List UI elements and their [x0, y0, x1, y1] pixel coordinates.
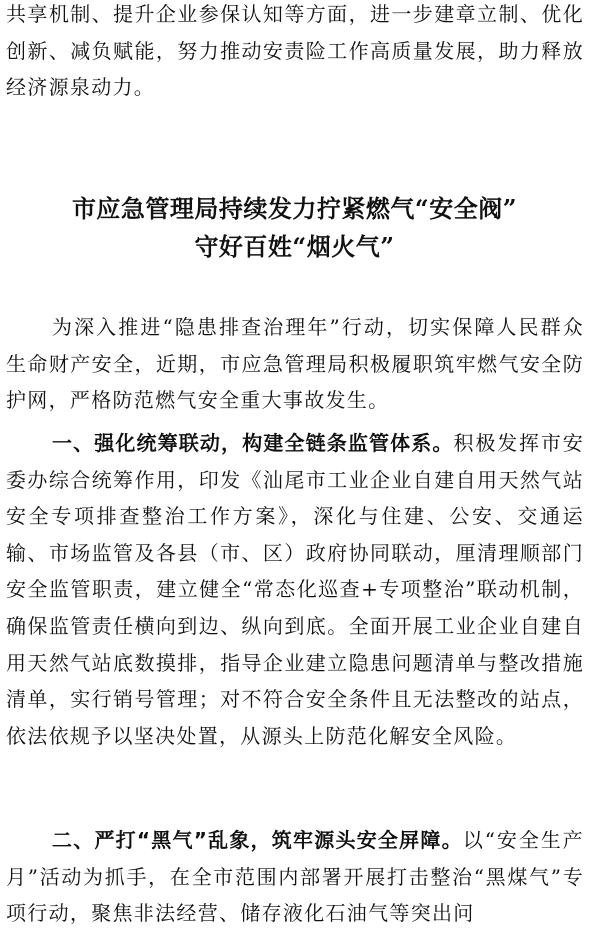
section-1-heading: 一、强化统筹联动，构建全链条监管体系。 [52, 431, 454, 455]
section-2-body: 以“安全生产月”活动为抓手，在全市范围内部署开展打击整治“黑煤气”专项行动，聚焦非法经营、储存液化石油气等突出问 [6, 828, 584, 926]
section-1-body: 积极发挥市安委办综合统筹作用，印发《汕尾市工业企业自建自用天然气站安全专项排查整治工作方案》，深化与住建、公安、交通运输、市场监管及各县（市、区）政府协同联动，厘清理顺部门安全监管职责，建立健全“常态化巡查+专项整治”联动机制，确保监管责任横向到边、纵向到底。全面开展工业企业自建自用天然气站底数摸排，指导企业建立隐患问题清单与整改措施清单，实行销号管理；对不符合安全条件且无法整改的站点，依法依规予以坚决处置，从源头上防范化解安全风险。 [6, 431, 584, 748]
section-2-paragraph [6, 822, 584, 932]
article-title [0, 190, 589, 266]
section-2-heading: 二、严打“黑气”乱象，筑牢源头安全屏障。 [52, 828, 463, 852]
title-line-1: 市应急管理局持续发力拧紧燃气“安全阀” [71, 194, 518, 223]
title-line-2: 守好百姓“烟火气” [194, 232, 395, 261]
paragraph-1: 为深入推进“隐患排查治理年”行动，切实保障人民群众生命财产安全，近期，市应急管理局积极履职筑牢燃气安全防护网，严格防范燃气安全重大事故发生。 [6, 315, 584, 413]
section-1-paragraph [6, 425, 584, 754]
intro-paragraph: 共享机制、提升企业参保认知等方面，进一步建章立制、优化创新、减负赋能，努力推动安责险工作高质量发展，助力释放经济源泉动力。 [6, 2, 584, 100]
